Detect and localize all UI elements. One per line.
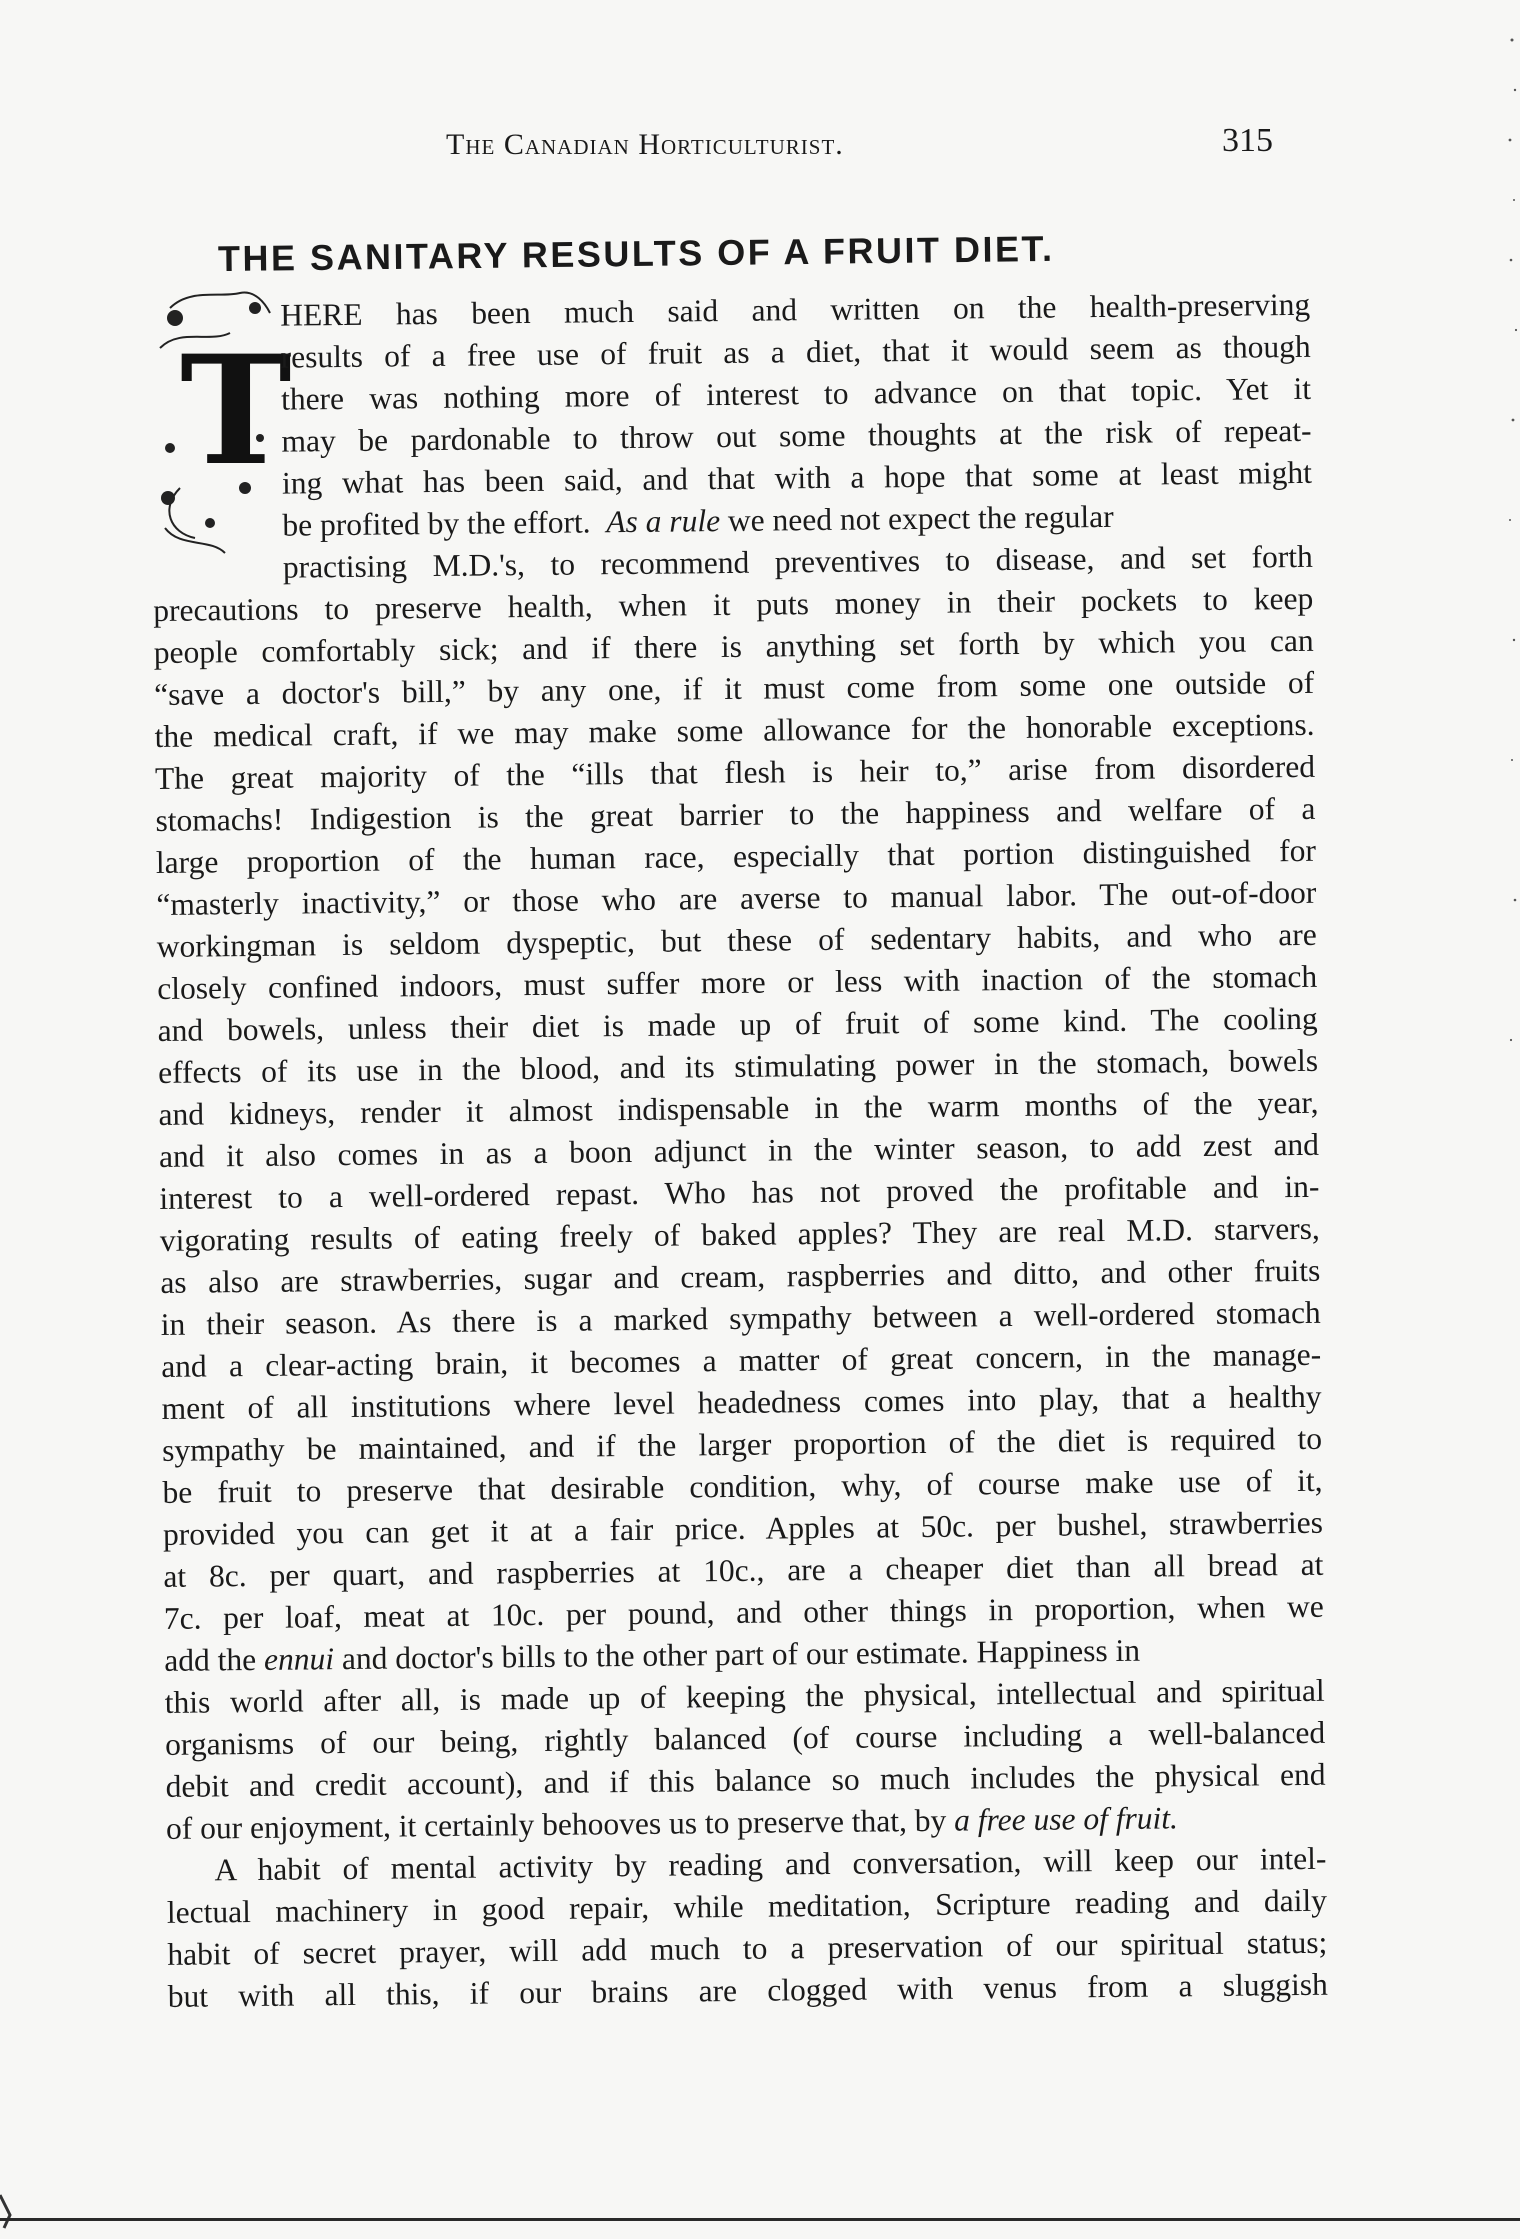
page-number: 315 (1222, 122, 1273, 159)
italic-phrase: As a rule (606, 503, 721, 540)
dropcap-letter: T (180, 323, 292, 499)
text-line: the medical craft, if we may make some allowance for the honorable exceptions. (154, 706, 1315, 754)
text-line: organisms of our being, rightly balanced (of course including a well-balanced (164, 1714, 1326, 1762)
text-line: ment of all institutions where level headedness comes into play, that a healthy (161, 1378, 1322, 1426)
text-line: The great majority of the “ills that flesh is heir to,” arise from disordered (154, 748, 1316, 796)
text-line: and a clear-acting brain, it becomes a matter of great concern, in the manage- (161, 1336, 1322, 1384)
text-line: provided you can get it at a fair price. Apples at 50c. per bushel, strawberries (162, 1504, 1324, 1552)
text-line: practising M.D.'s, to recommend preventives to disease, and set forth (282, 538, 1313, 585)
text-segment: be profited by the effort. (282, 504, 591, 543)
text-line: may be pardonable to throw out some thoughts at the risk of repeat- (281, 412, 1312, 459)
text-segment: add the (164, 1641, 257, 1678)
running-title: The Canadian Horticulturist. (446, 128, 844, 161)
text-line: lectual machinery in good repair, while meditation, Scripture reading and daily (166, 1882, 1328, 1930)
text-line: at 8c. per quart, and raspberries at 10c., are a cheaper diet than all bread at (163, 1546, 1324, 1594)
text-segment: of our enjoyment, it certainly behooves us to preserve that, by (165, 1802, 947, 1846)
text-line: debit and credit account), and if this balance so much includes the physical end (165, 1756, 1326, 1804)
text-line: large proportion of the human race, especially that portion distinguished for (155, 832, 1317, 880)
text-line: effects of its use in the blood, and its stimulating power in the stomach, bowels (157, 1042, 1319, 1090)
text-line: “save a doctor's bill,” by any one, if it must come from some one outside of (153, 664, 1315, 712)
text-line: “masterly inactivity,” or those who are averse to manual labor. The out-of-door (156, 874, 1317, 922)
text-line: interest to a well-ordered repast. Who has not proved the profitable and in- (159, 1168, 1320, 1216)
text-line: there was nothing more of interest to advance on that topic. Yet it (280, 370, 1312, 417)
text-line: HERE has been much said and written on the health-preserving (280, 286, 1311, 333)
text-line: workingman is seldom dyspeptic, but these of sedentary habits, and who are (156, 916, 1317, 964)
scan-margin-specks (1498, 0, 1520, 2239)
text-line: ing what has been said, and that with a hope that some at least might (281, 454, 1313, 501)
text-segment: and doctor's bills to the other part of our estimate. Happiness in (341, 1632, 1141, 1677)
text-line: this world after all, is made up of keeping the physical, intellectual and spiritual (164, 1672, 1325, 1720)
text-line: precautions to preserve health, when it puts money in their pockets to keep (153, 580, 1314, 628)
text-line: people comfortably sick; and if there is anything set forth by which you can (153, 622, 1314, 670)
text-line: results of a free use of fruit as a diet, that it would seem as though (280, 328, 1311, 375)
text-line: stomachs! Indigestion is the great barrier to the happiness and welfare of a (155, 790, 1316, 838)
text-segment: we need not expect the regular (727, 498, 1114, 538)
text-line: sympathy be maintained, and if the larger proportion of the diet is required to (161, 1420, 1323, 1468)
text-line: and it also comes in as a boon adjunct in the winter season, to add zest and (158, 1126, 1320, 1174)
scan-bottom-edge (0, 2218, 1520, 2221)
text-line: A habit of mental activity by reading and conversation, will keep our intel- (214, 1840, 1327, 1888)
italic-phrase: a free use of fruit. (953, 1800, 1179, 1838)
article-title: THE SANITARY RESULTS OF A FRUIT DIET. (217, 227, 1055, 280)
italic-phrase: ennui (263, 1641, 335, 1677)
text-line: and kidneys, render it almost indispensable in the warm months of the year, (158, 1084, 1319, 1132)
text-line: habit of secret prayer, will add much to a preservation of our spiritual status; (167, 1924, 1328, 1972)
text-line: as also are strawberries, sugar and cream, raspberries and ditto, and other fruits (160, 1252, 1321, 1300)
text-line: and bowels, unless their diet is made up of fruit of some kind. The cooling (157, 1000, 1318, 1048)
text-line: 7c. per loaf, meat at 10c. per pound, and other things in proportion, when we (163, 1588, 1324, 1636)
text-line: closely confined indoors, must suffer more or less with inaction of the stomach (157, 958, 1318, 1006)
article-body (150, 284, 1328, 2018)
text-line: in their season. As there is a marked sympathy between a well-ordered stomach (160, 1294, 1321, 1342)
text-line: but with all this, if our brains are clogged with venus from a sluggish (167, 1966, 1328, 2014)
scan-corner-mark (0, 2190, 20, 2230)
text-line: vigorating results of eating freely of baked apples? They are real M.D. starvers, (159, 1210, 1321, 1258)
text-line: be fruit to preserve that desirable condition, why, of course make use of it, (162, 1462, 1323, 1510)
